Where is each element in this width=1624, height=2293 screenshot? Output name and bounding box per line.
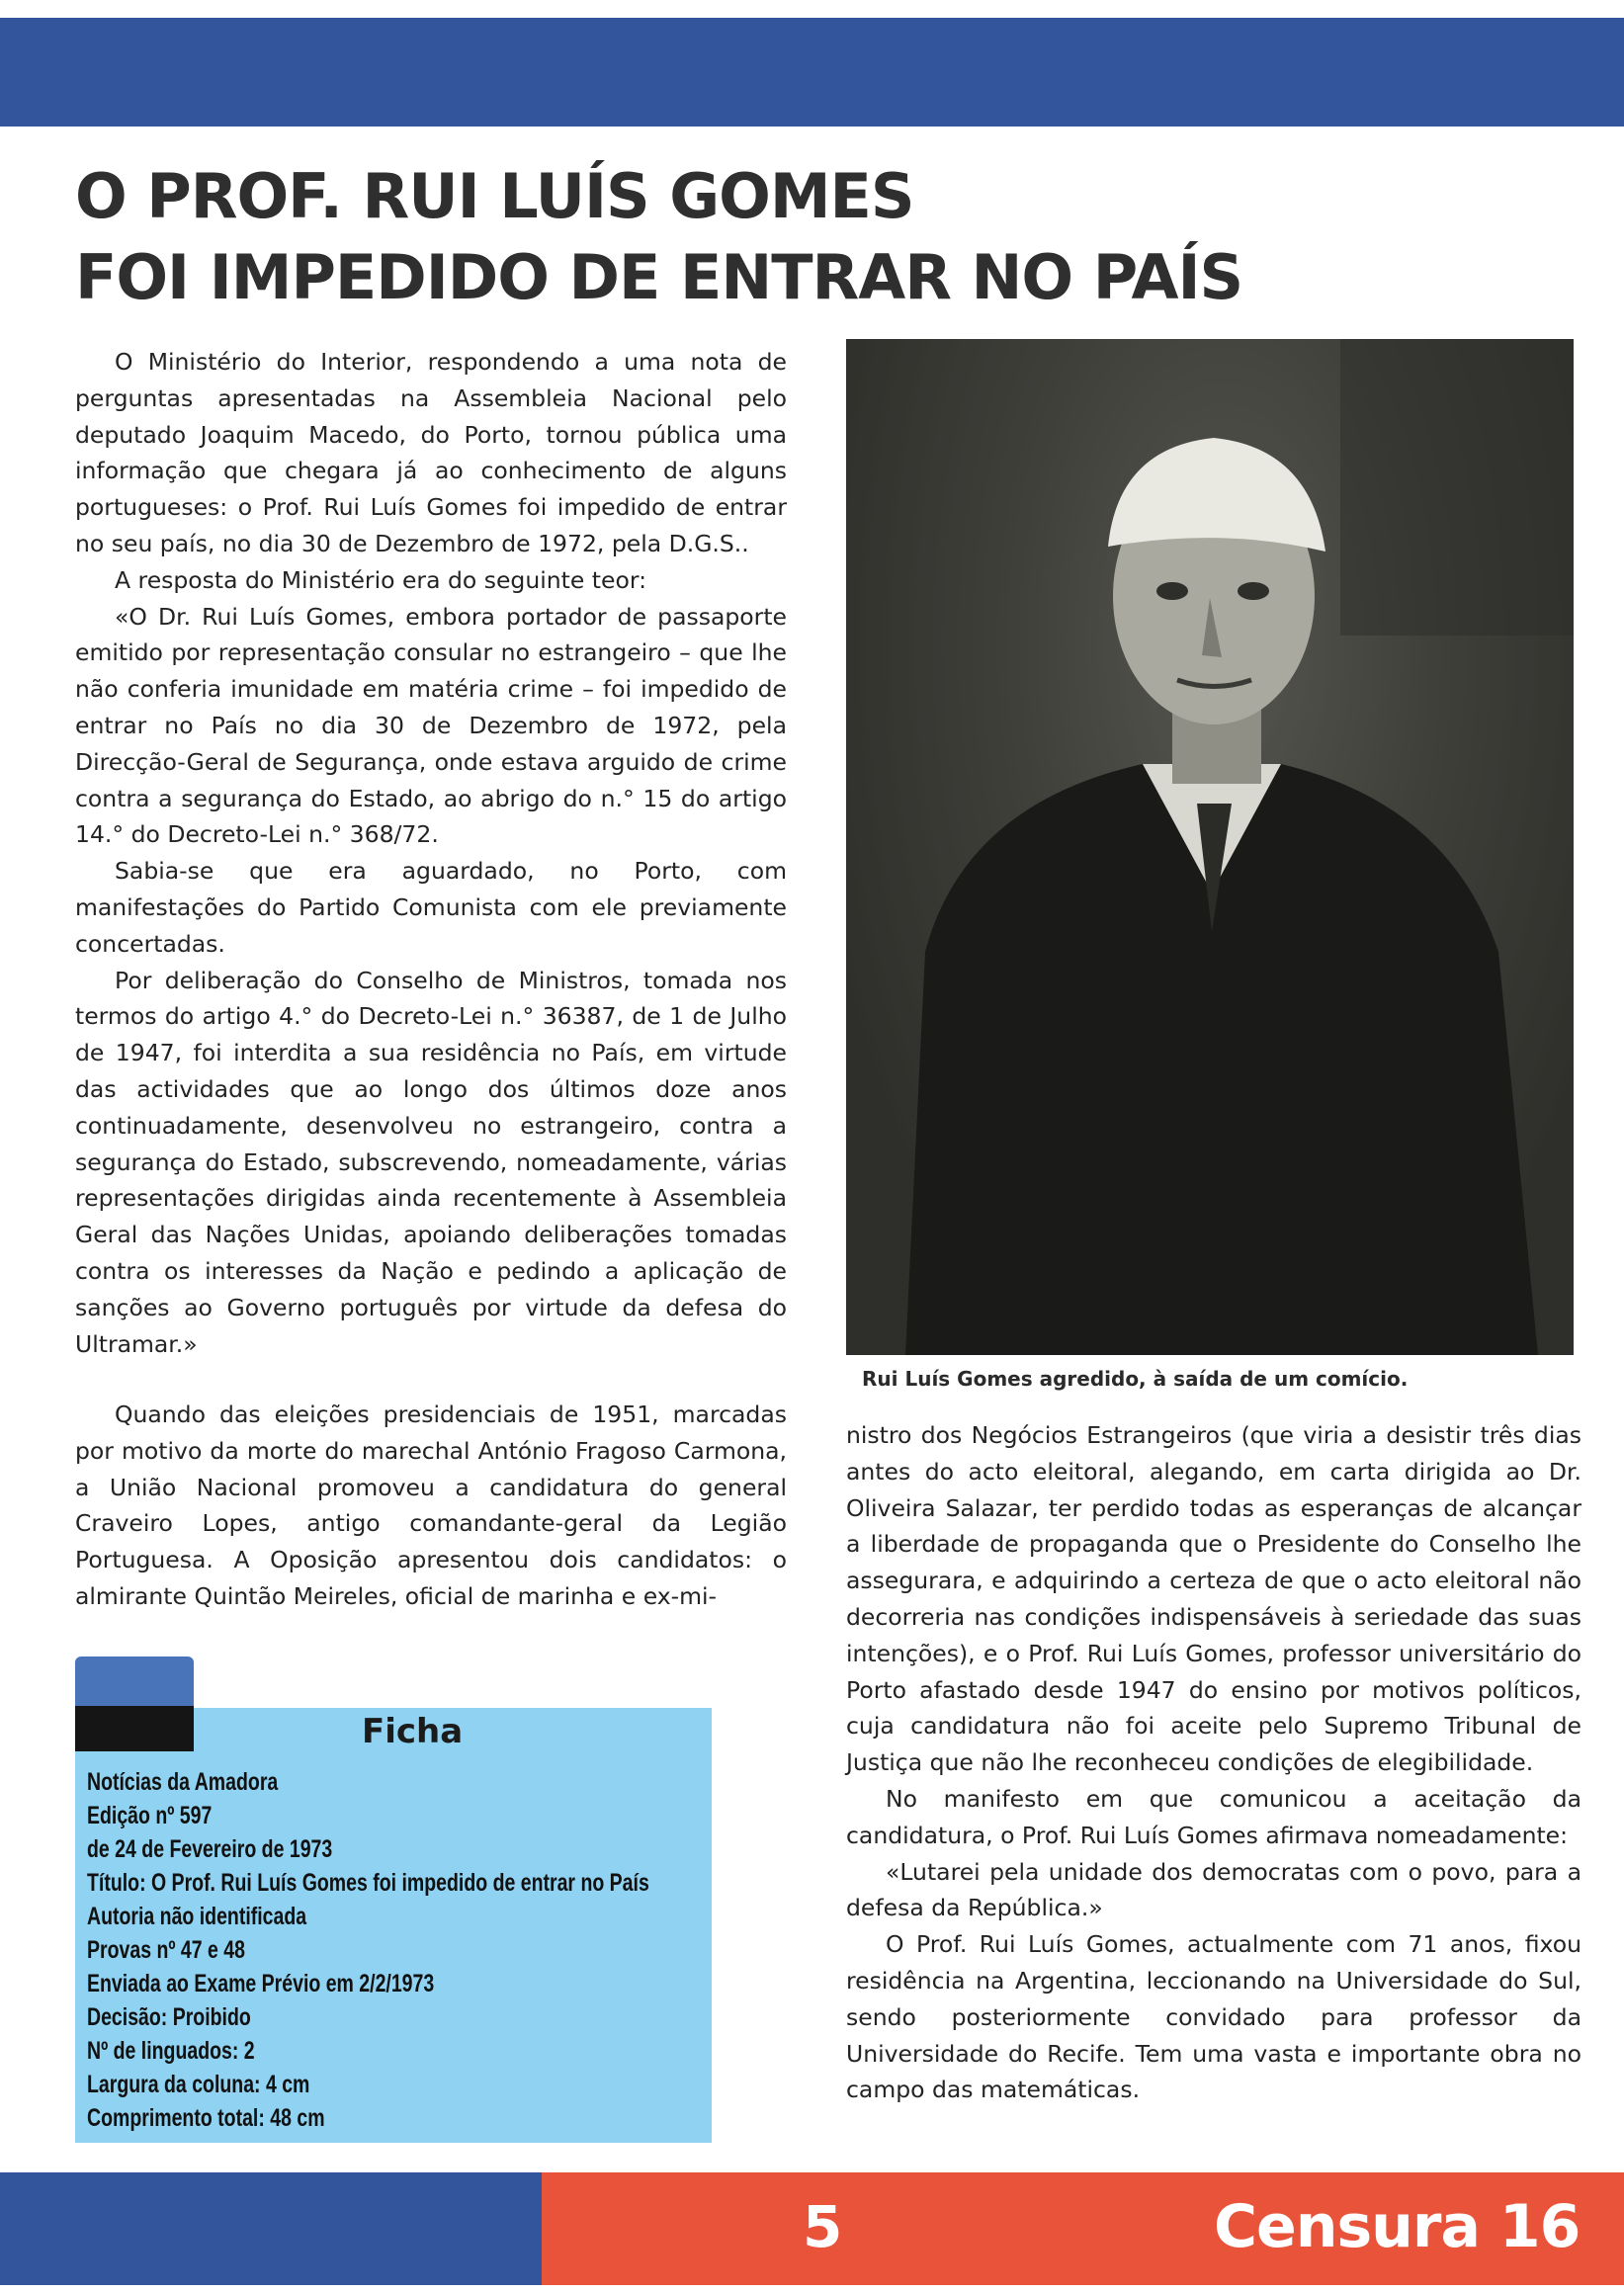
ficha-line: Comprimento total: 48 cm [87, 2104, 325, 2132]
left-column-bottom [75, 1397, 787, 1615]
article-paragraph: Sabia-se que era aguardado, no Porto, com manifestações do Partido Comunista com ele previamente concertadas. [75, 857, 787, 958]
portrait-illustration [846, 339, 1574, 1355]
article-title [75, 156, 1558, 318]
article-paragraph: O Prof. Rui Luís Gomes, actualmente com 71 anos, fixou residência na Argentina, leccionando na Universidade do Sul, sendo posteriormente convidado para professor da Universidade do Recife. Tem uma vasta e importante obra no campo das matemáticas. [846, 1930, 1581, 2104]
title-line-2: FOI IMPEDIDO DE ENTRAR NO PAÍS [75, 241, 1243, 313]
ficha-line: Autoria não identificada [87, 1903, 307, 1930]
left-column-top [75, 344, 787, 1362]
top-color-band [0, 18, 1624, 127]
ficha-line: Notícias da Amadora [87, 1768, 279, 1796]
ficha-line: Edição nº 597 [87, 1802, 213, 1829]
title-line-1: O PROF. RUI LUÍS GOMES [75, 160, 914, 232]
ficha-line: Título: O Prof. Rui Luís Gomes foi impedido de entrar no País [87, 1869, 649, 1897]
photo-caption: Rui Luís Gomes agredido, à saída de um comício. [862, 1367, 1409, 1391]
ficha-details [87, 1765, 649, 2135]
right-column [846, 1417, 1581, 2108]
ficha-line: Enviada ao Exame Prévio em 2/2/1973 [87, 1970, 435, 1997]
article-paragraph: No manifesto em que comunicou a aceitação da candidatura, o Prof. Rui Luís Gomes afirmava nomeadamente: [846, 1784, 1581, 1849]
portrait-photo [846, 339, 1574, 1355]
ficha-line: Largura da coluna: 4 cm [87, 2071, 310, 2098]
ficha-title: Ficha [362, 1712, 464, 1751]
article-paragraph: «O Dr. Rui Luís Gomes, embora portador de passaporte emitido por representação consular no estrangeiro – que lhe não conferia imunidade em matéria crime – foi impedido de entrar no País no dia 30 de Dezembro de 1972, pela Direcção-Geral de Segurança, onde estava arguido de crime contra a segurança do Estado, ao abrigo do n.° 15 do artigo 14.° do Decreto-Lei n.° 368/72. [75, 602, 787, 849]
ficha-line: Decisão: Proibido [87, 2003, 251, 2031]
ficha-line: Nº de linguados: 2 [87, 2037, 255, 2065]
article-paragraph: «Lutarei pela unidade dos democratas com o povo, para a defesa da República.» [846, 1857, 1581, 1922]
ficha-line: Provas nº 47 e 48 [87, 1936, 245, 1964]
publication-name: Censura 16 [1214, 2192, 1581, 2261]
article-paragraph: nistro dos Negócios Estrangeiros (que viria a desistir três dias antes do acto eleitoral, alegando, em carta dirigida ao Dr. Oliveira Salazar, ter perdido todas as esperanças de alcançar a liberdade de propaganda que o Presidente do Conselho lhe assegurara, e adquirindo a certeza de que o acto eleitoral não decorreria nas condições indispensáveis à seriedade das suas intenções), e o Prof. Rui Luís Gomes, professor universitário do Porto afastado desde 1947 do ensino por motivos políticos, cuja candidatura não foi aceite pelo Supremo Tribunal de Justiça que não lhe reconheceu condições de elegibilidade. [846, 1421, 1581, 1777]
footer-band-blue [0, 2172, 542, 2285]
article-paragraph: O Ministério do Interior, respondendo a uma nota de perguntas apresentadas na Assembleia Nacional pelo deputado Joaquim Macedo, do Porto, tornou pública uma informação que chegara já ao conhecimento de alguns portugueses: o Prof. Rui Luís Gomes foi impedido de entrar no seu país, no dia 30 de Dezembro de 1972, pela D.G.S.. [75, 348, 787, 557]
article-paragraph: Por deliberação do Conselho de Ministros, tomada nos termos do artigo 4.° do Decreto-Lei n.° 36387, de 1 de Julho de 1947, foi interdita a sua residência no País, em virtude das actividades que ao longo dos últimos doze anos continuadamente, desenvolveu no estrangeiro, contra a segurança do Estado, subscrevendo, nomeadamente, várias representações dirigidas ainda recentemente à Assembleia Geral das Nações Unidas, apoiando deliberações tomadas contra os interesses da Nação e pedindo a aplicação de sanções ao Governo português por virtude da defesa do Ultramar.» [75, 966, 787, 1358]
article-paragraph: A resposta do Ministério era do seguinte teor: [115, 565, 647, 594]
article-paragraph: Quando das eleições presidenciais de 1951, marcadas por motivo da morte do marechal António Fragoso Carmona, a União Nacional promoveu a candidatura do general Craveiro Lopes, antigo comandante-geral da Legião Portuguesa. A Oposição apresentou dois candidatos: o almirante Quintão Meireles, oficial de marinha e ex-mi- [75, 1401, 787, 1610]
ficha-line: de 24 de Fevereiro de 1973 [87, 1835, 333, 1863]
ficha-tab-marker [75, 1656, 194, 1751]
page-number: 5 [803, 2193, 843, 2260]
